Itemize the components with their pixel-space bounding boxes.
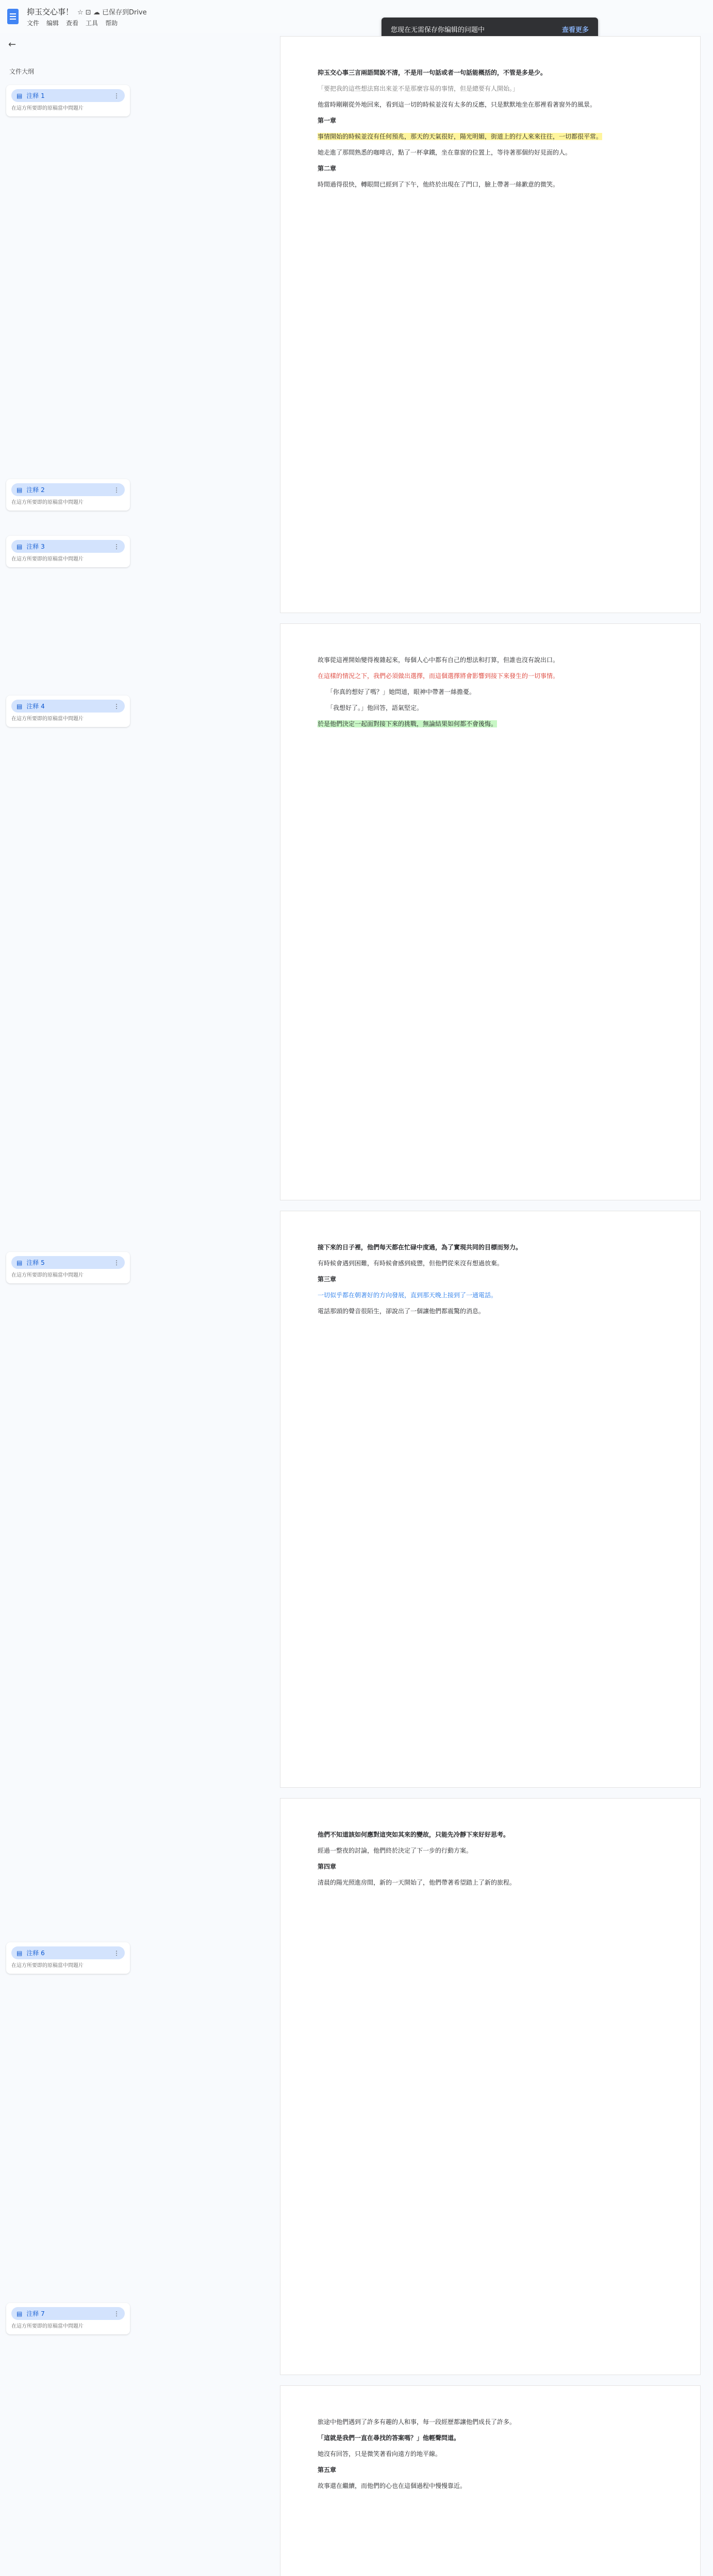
title-block: [27, 6, 147, 27]
document-page[interactable]: [280, 36, 701, 613]
paragraph: 「這就是我們一直在尋找的答案嗎？」他輕聲問道。: [318, 2434, 460, 2442]
comment-author: 注释 2: [26, 486, 45, 494]
highlighted-text: 於是他們決定一起面對接下來的挑戰，無論結果如何都不會後悔。: [318, 720, 498, 727]
comment-text: 在這方所要即的原稿當中問題片: [11, 716, 84, 722]
comment-icon: ▤: [16, 702, 23, 710]
menu-bar: [27, 19, 147, 27]
paragraph: 故事還在繼續，而他們的心也在這個過程中慢慢靠近。: [318, 2482, 467, 2489]
section-heading: 第四章: [318, 1863, 337, 1870]
comment-text: 在這方所要即的原稿當中問題片: [11, 500, 84, 505]
paragraph: 一切似乎都在朝著好的方向發展，直到那天晚上接到了一通電話。: [318, 1292, 498, 1299]
more-icon[interactable]: ⋮: [113, 486, 120, 494]
comment-author: 注释 4: [26, 703, 45, 710]
comment-icon: ▤: [16, 1259, 23, 1266]
section-heading: 第五章: [318, 2466, 337, 2473]
paragraph: 電話那頭的聲音很陌生，卻說出了一個讓他們都震驚的消息。: [318, 1308, 485, 1315]
menu-item-file[interactable]: 文件: [27, 19, 40, 27]
paragraph: 「你真的想好了嗎？」她問道，眼神中帶著一絲擔憂。: [327, 688, 476, 696]
menu-item-edit[interactable]: 编辑: [46, 19, 59, 27]
document-page[interactable]: [280, 1211, 701, 1788]
comment-author: 注释 7: [26, 2310, 45, 2317]
section-heading: 第一章: [318, 117, 337, 124]
comment-icon: ▤: [16, 486, 23, 494]
comment-text: 在這方所要即的原稿當中問題片: [11, 2324, 84, 2329]
menu-item-view[interactable]: 查看: [66, 19, 79, 27]
back-arrow-icon[interactable]: ←: [8, 39, 16, 50]
title-badges[interactable]: ☆ ⊡ ☁ 已保存到Drive: [77, 8, 147, 16]
paragraph: 「我想好了。」他回答，語氣堅定。: [327, 704, 423, 711]
more-icon[interactable]: ⋮: [113, 1259, 120, 1266]
comment-card[interactable]: [6, 479, 130, 511]
toast-action-button[interactable]: 查看更多: [561, 26, 589, 34]
comment-text: 在這方所要即的原稿當中問題片: [11, 1963, 84, 1969]
comment-icon: ▤: [16, 2310, 23, 2317]
comment-card[interactable]: [6, 2303, 130, 2334]
comment-text: 在這方所要即的原稿當中問題片: [11, 1273, 84, 1278]
more-icon[interactable]: ⋮: [113, 702, 120, 710]
more-icon[interactable]: ⋮: [113, 543, 120, 550]
docs-logo-icon[interactable]: [7, 9, 19, 24]
menu-item-tools[interactable]: 工具: [86, 19, 98, 27]
title-bar: [0, 0, 713, 33]
document-page[interactable]: [280, 1798, 701, 2375]
outline-label: 文件大纲: [9, 68, 35, 75]
more-icon[interactable]: ⋮: [113, 2310, 120, 2317]
toast-message: 您现在无需保存你编辑的问题中: [391, 26, 485, 34]
comment-icon: ▤: [16, 92, 23, 99]
comment-text: 在這方所要即的原稿當中問題片: [11, 106, 84, 111]
paragraph: 她沒有回答，只是微笑著看向遠方的地平線。: [318, 2450, 442, 2458]
paragraph: 故事從這裡開始變得複雜起來，每個人心中都有自己的想法和打算，但誰也沒有說出口。: [318, 656, 559, 664]
paragraph: 接下來的日子裡，他們每天都在忙碌中度過，為了實現共同的目標而努力。: [318, 1244, 522, 1251]
comment-card[interactable]: [6, 1942, 130, 1974]
paragraph: 她走進了那間熟悉的咖啡店，點了一杯拿鐵，坐在靠窗的位置上，等待著那個約好見面的人。: [318, 149, 572, 156]
comment-author: 注释 5: [26, 1259, 45, 1266]
paragraph: 有時候會遇到困難，有時候會感到疲憊，但他們從來沒有想過放棄。: [318, 1260, 504, 1267]
comment-card[interactable]: [6, 536, 130, 567]
comment-card[interactable]: [6, 1252, 130, 1283]
paragraph: 在這樣的情況之下，我們必須做出選擇，而這個選擇將會影響到接下來發生的一切事情。: [318, 672, 559, 680]
more-icon[interactable]: ⋮: [113, 1949, 120, 1957]
paragraph: 清晨的陽光照進房間，新的一天開始了，他們帶著希望踏上了新的旅程。: [318, 1879, 516, 1886]
comment-author: 注释 1: [26, 92, 45, 99]
comment-card[interactable]: [6, 696, 130, 727]
comment-icon: ▤: [16, 543, 23, 550]
document-title[interactable]: 抑玉交心事！: [27, 7, 74, 16]
paragraph: 旅途中他們遇到了許多有趣的人和事，每一段經歷都讓他們成長了許多。: [318, 2418, 516, 2426]
comment-card[interactable]: [6, 85, 130, 116]
section-heading: 第三章: [318, 1276, 337, 1283]
document-page[interactable]: [280, 623, 701, 1200]
paragraph: 他們不知道該如何應對這突如其來的變故，只能先冷靜下來好好思考。: [318, 1831, 510, 1838]
comment-author: 注释 3: [26, 543, 45, 550]
highlighted-text: 事情開始的時候並沒有任何預兆，那天的天氣很好，陽光明媚，街道上的行人來來往往，一切都很平常。: [318, 133, 603, 140]
menu-item-help[interactable]: 帮助: [105, 19, 118, 27]
more-icon[interactable]: ⋮: [113, 92, 120, 99]
paragraph: 抑玉交心事三言兩語間說不清，不是用一句話或者一句話能概括的，不管是多是少。: [318, 69, 547, 76]
comment-author: 注释 6: [26, 1950, 45, 1957]
comment-icon: ▤: [16, 1949, 23, 1957]
comment-text: 在這方所要即的原稿當中問題片: [11, 556, 84, 562]
paragraph: 「要把我的這些想法寫出來並不是那麼容易的事情，但是總要有人開始。」: [318, 85, 519, 92]
document-page[interactable]: [280, 2385, 701, 2576]
section-heading: 第二章: [318, 165, 337, 172]
paragraph: 時間過得很快，轉眼間已經到了下午，他終於出現在了門口，臉上帶著一絲歉意的微笑。: [318, 181, 559, 188]
paragraph: 經過一整夜的討論，他們終於決定了下一步的行動方案。: [318, 1847, 473, 1854]
paragraph: 他當時剛剛從外地回來，看到這一切的時候並沒有太多的反應，只是默默地坐在那裡看著窗外的風景。: [318, 101, 596, 108]
